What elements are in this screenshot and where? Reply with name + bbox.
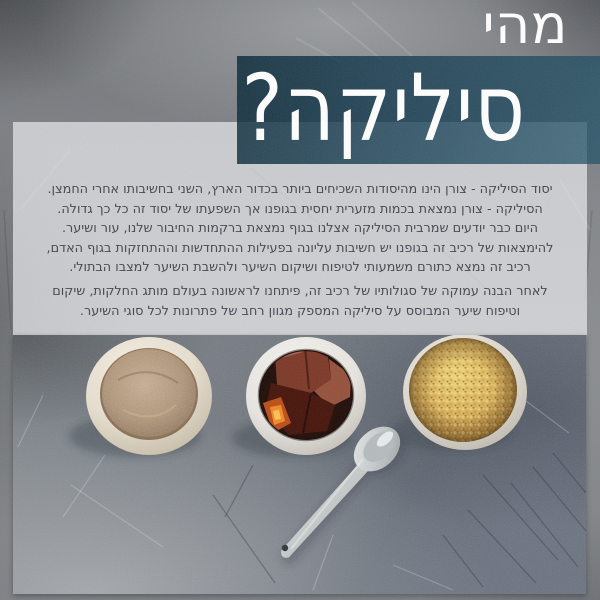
ingredients-photo (13, 335, 586, 594)
text-line: לאחר הבנה עמוקה של סגולותיו של רכיב זה, פיתחנו לראשונה בעולם מותג החלקות, שיקום (52, 283, 548, 299)
bowl-powder (86, 337, 212, 455)
text-line: היום כבר יודעים שמרבית הסיליקה אצלנו בגוף נמצאת ברקמות החיבור שלנו, עור ושיער. (61, 221, 539, 237)
paragraph-1 (13, 180, 587, 278)
title-pre-label: מהי (482, 0, 568, 56)
text-line: רכיב זה נמצא כתורם משמעותי לטיפוח ושיקום השיער ולהשבת השיער למצבו הבתולי. (69, 260, 531, 276)
spoon-hanging-hole (282, 545, 288, 551)
headline-band (237, 56, 600, 164)
bowl-golden-granules (403, 335, 527, 450)
text-line: הסיליקה - צורן נמצאת בכמות מזערית יחסית בגופנו אך השפעתו של יסוד זה כל כך גדולה. (57, 201, 543, 217)
bowl-amber-crystals (246, 337, 366, 455)
paragraph-2 (13, 282, 587, 321)
text-line: להימצאות של רכיב זה בגופנו יש חשיבות עליונה בפעילות ההתחדשות וההתחזקות בגוף האדם, (46, 240, 554, 256)
text-line: וטיפוח שיער המבוסס על סיליקה המספק מגוון רחב של פתרונות לכל סוגי השיער. (79, 303, 521, 319)
headline-text: סיליקה? (241, 56, 526, 163)
text-line: יסוד הסיליקה - צורן הינו מהיסודות השכיחים ביותר בכדור הארץ, השני בחשיבותו אחרי החמצן. (47, 182, 553, 197)
